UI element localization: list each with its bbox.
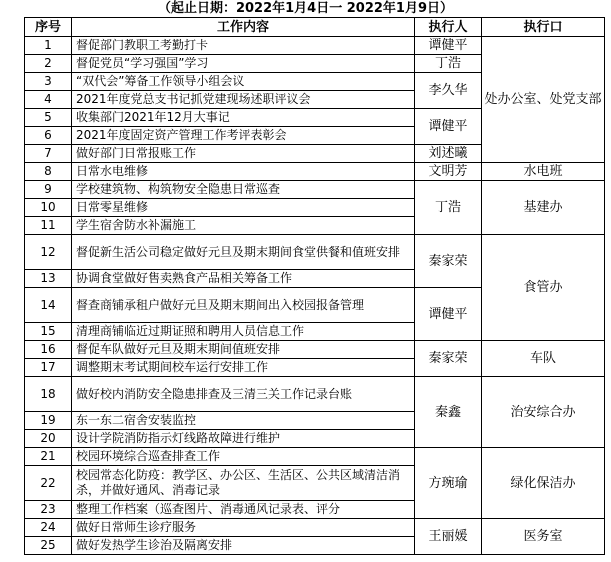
task-text: 校园环境综合巡查排查工作 [72,448,415,466]
executor-cell: 李久华 [415,73,482,109]
task-text: 学校建筑物、构筑物安全隐患日常巡查 [72,181,415,199]
row-number: 3 [25,73,72,91]
task-text: 督促部门教职工考勤打卡 [72,37,415,55]
task-text: 学生宿舍防水补漏施工 [72,217,415,235]
table-row [25,235,605,270]
row-number: 9 [25,181,72,199]
task-text: 做好日常师生诊疗服务 [72,519,415,537]
unit-cell: 治安综合办 [482,377,605,448]
task-text: 督促新生活公司稳定做好元旦及期末期间食堂供餐和值班安排 [72,235,415,270]
row-number: 21 [25,448,72,466]
executor-cell: 谭健平 [415,37,482,55]
row-number: 15 [25,323,72,341]
row-number: 8 [25,163,72,181]
table-row [25,341,605,359]
table-row [25,37,605,55]
executor-cell: 谭健平 [415,288,482,341]
executor-cell: 方琬瑜 [415,448,482,519]
executor-cell: 丁浩 [415,181,482,235]
task-text: 协调食堂做好售卖熟食产品相关筹备工作 [72,270,415,288]
task-text: 督促车队做好元旦及期末期间值班安排 [72,341,415,359]
header-unit: 执行口 [482,18,605,37]
executor-cell: 秦家荣 [415,235,482,288]
row-number: 18 [25,377,72,412]
unit-cell: 食管办 [482,235,605,341]
row-number: 17 [25,359,72,377]
executor-cell: 文明芳 [415,163,482,181]
row-number: 23 [25,501,72,519]
row-number: 25 [25,537,72,555]
row-number: 6 [25,127,72,145]
task-text: 做好发热学生诊治及隔离安排 [72,537,415,555]
task-text: 督促党员“学习强国”学习 [72,55,415,73]
executor-cell: 王丽媛 [415,519,482,555]
table-row [25,377,605,412]
row-number: 14 [25,288,72,323]
row-number: 5 [25,109,72,127]
unit-cell: 车队 [482,341,605,377]
executor-cell: 谭健平 [415,109,482,145]
table-row [25,448,605,466]
row-number: 4 [25,91,72,109]
table-row [25,519,605,537]
row-number: 24 [25,519,72,537]
unit-cell: 基建办 [482,181,605,235]
task-text: 整理工作档案（巡查图片、消毒通风记录表、评分 [72,501,415,519]
task-text: 收集部门2021年12月大事记 [72,109,415,127]
task-text: 日常水电维修 [72,163,415,181]
row-number: 10 [25,199,72,217]
row-number: 12 [25,235,72,270]
row-number: 22 [25,466,72,501]
task-text: 调整期末考试期间校车运行安排工作 [72,359,415,377]
task-text: 东一东二宿舍安装监控 [72,412,415,430]
header-executor: 执行人 [415,18,482,37]
header-no: 序号 [25,18,72,37]
row-number: 16 [25,341,72,359]
unit-cell: 绿化保洁办 [482,448,605,519]
row-number: 19 [25,412,72,430]
task-text: 日常零星维修 [72,199,415,217]
task-text: 2021年度固定资产管理工作考评表彰会 [72,127,415,145]
table-row [25,163,605,181]
unit-cell: 处办公室、处党支部 [482,37,605,163]
unit-cell: 医务室 [482,519,605,555]
executor-cell: 秦家荣 [415,341,482,377]
executor-cell: 秦鑫 [415,377,482,448]
date-range-caption: （起止日期：2022年1月4日一 2022年1月9日） [157,1,454,16]
task-text: 2021年度党总支书记抓党建现场述职评议会 [72,91,415,109]
table-row [25,181,605,199]
row-number: 1 [25,37,72,55]
executor-cell: 刘述曦 [415,145,482,163]
task-text: 校园常态化防疫：教学区、办公区、生活区、公共区域清洁消杀，并做好通风、消毒记录 [72,466,415,501]
header-row [25,18,605,37]
task-text: 督查商铺承租户做好元旦及期末期间出入校园报备管理 [72,288,415,323]
row-number: 13 [25,270,72,288]
work-schedule-table [24,17,605,555]
row-number: 11 [25,217,72,235]
executor-cell: 丁浩 [415,55,482,73]
task-text: “双代会”筹备工作领导小组会议 [72,73,415,91]
task-text: 做好部门日常报账工作 [72,145,415,163]
row-number: 2 [25,55,72,73]
row-number: 7 [25,145,72,163]
task-text: 设计学院消防指示灯线路故障进行维护 [72,430,415,448]
header-task: 工作内容 [72,18,415,37]
row-number: 20 [25,430,72,448]
task-text: 清理商铺临近过期证照和聘用人员信息工作 [72,323,415,341]
task-text: 做好校内消防安全隐患排查及三清三关工作记录台账 [72,377,415,412]
unit-cell: 水电班 [482,163,605,181]
